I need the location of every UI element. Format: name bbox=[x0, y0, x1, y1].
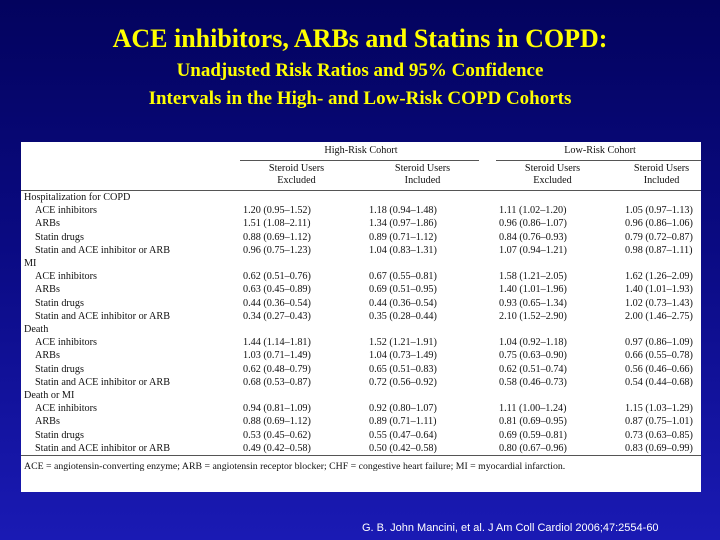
table-cell: 1.11 (1.02–1.20) bbox=[499, 205, 567, 217]
table-cell: 0.69 (0.59–0.81) bbox=[499, 429, 567, 441]
table-footnote: ACE = angiotensin-converting enzyme; ARB = angiotensin receptor blocker; CHF = congestive heart failure; MI = myocardial infarction. bbox=[21, 456, 701, 474]
table-cell: 2.00 (1.46–2.75) bbox=[625, 310, 693, 322]
table-cell: 0.44 (0.36–0.54) bbox=[369, 297, 437, 309]
table-cell: 1.34 (0.97–1.86) bbox=[369, 218, 437, 230]
table-row bbox=[21, 310, 701, 323]
table-row bbox=[21, 442, 701, 456]
table-cell: 1.04 (0.73–1.49) bbox=[369, 350, 437, 362]
row-label: Statin and ACE inhibitor or ARB bbox=[35, 310, 170, 322]
table-row bbox=[21, 376, 701, 389]
table-cell: 0.88 (0.69–1.12) bbox=[243, 231, 311, 243]
table-cell: 0.62 (0.51–0.76) bbox=[243, 271, 311, 283]
group-row bbox=[21, 323, 701, 336]
table-row bbox=[21, 283, 701, 296]
cohort-header-row bbox=[21, 142, 701, 161]
table-cell: 0.55 (0.47–0.64) bbox=[369, 429, 437, 441]
table-cell: 1.40 (1.01–1.93) bbox=[625, 284, 693, 296]
row-label: ACE inhibitors bbox=[35, 337, 97, 349]
table-row bbox=[21, 204, 701, 217]
table-cell: 1.58 (1.21–2.05) bbox=[499, 271, 567, 283]
table-cell: 0.63 (0.45–0.89) bbox=[243, 284, 311, 296]
table-cell: 0.84 (0.76–0.93) bbox=[499, 231, 567, 243]
footnote-row bbox=[21, 456, 701, 474]
group-label: Death bbox=[24, 324, 49, 336]
table-cell: 0.79 (0.72–0.87) bbox=[625, 231, 693, 243]
table-cell: 1.04 (0.92–1.18) bbox=[499, 337, 567, 349]
table-cell: 0.96 (0.86–1.06) bbox=[625, 218, 693, 230]
table-cell: 1.02 (0.73–1.43) bbox=[625, 297, 693, 309]
table-cell: 0.96 (0.86–1.07) bbox=[499, 218, 567, 230]
table-row bbox=[21, 217, 701, 230]
slide-subtitle-line-1: Unadjusted Risk Ratios and 95% Confidence bbox=[176, 60, 544, 81]
table-cell: 0.73 (0.63–0.85) bbox=[625, 429, 693, 441]
table-cell: 0.62 (0.51–0.74) bbox=[499, 363, 567, 375]
table-cell: 0.75 (0.63–0.90) bbox=[499, 350, 567, 362]
subheader-row bbox=[21, 161, 701, 191]
table-cell: 1.07 (0.94–1.21) bbox=[499, 244, 567, 256]
table-row bbox=[21, 244, 701, 257]
table-row bbox=[21, 297, 701, 310]
citation: G. B. John Mancini, et al. J Am Coll Cardiol 2006;47:2554-60 bbox=[362, 522, 659, 534]
table-cell: 0.97 (0.86–1.09) bbox=[625, 337, 693, 349]
table-row bbox=[21, 415, 701, 428]
table-row bbox=[21, 336, 701, 349]
table-row bbox=[21, 429, 701, 442]
table-cell: 0.53 (0.45–0.62) bbox=[243, 429, 311, 441]
table-cell: 0.56 (0.46–0.66) bbox=[625, 363, 693, 375]
row-label: Statin and ACE inhibitor or ARB bbox=[35, 244, 170, 256]
table-cell: 0.66 (0.55–0.78) bbox=[625, 350, 693, 362]
table-cell: 1.52 (1.21–1.91) bbox=[369, 337, 437, 349]
row-label: Statin drugs bbox=[35, 363, 84, 375]
subheader-low-excluded: Steroid Users Excluded bbox=[496, 161, 609, 191]
table-cell: 1.40 (1.01–1.96) bbox=[499, 284, 567, 296]
table-cell: 0.54 (0.44–0.68) bbox=[625, 376, 693, 388]
table-cell: 0.98 (0.87–1.11) bbox=[625, 244, 693, 256]
table-cell: 0.81 (0.69–0.95) bbox=[499, 416, 567, 428]
risk-ratio-table bbox=[21, 142, 701, 473]
subheader-high-excluded: Steroid Users Excluded bbox=[240, 161, 353, 191]
table-cell: 1.11 (1.00–1.24) bbox=[499, 403, 567, 415]
cohort-header-high-risk: High-Risk Cohort bbox=[240, 142, 479, 161]
group-row bbox=[21, 257, 701, 270]
table-cell: 0.34 (0.27–0.43) bbox=[243, 310, 311, 322]
group-label: Hospitalization for COPD bbox=[24, 192, 131, 203]
table-cell: 0.72 (0.56–0.92) bbox=[369, 376, 437, 388]
row-label: ARBs bbox=[35, 218, 60, 230]
group-row bbox=[21, 389, 701, 402]
row-label: ARBs bbox=[35, 350, 60, 362]
risk-ratio-table-panel bbox=[21, 142, 701, 492]
table-cell: 1.15 (1.03–1.29) bbox=[625, 403, 693, 415]
table-cell: 0.44 (0.36–0.54) bbox=[243, 297, 311, 309]
group-row bbox=[21, 191, 701, 205]
table-cell: 0.87 (0.75–1.01) bbox=[625, 416, 693, 428]
table-cell: 0.68 (0.53–0.87) bbox=[243, 376, 311, 388]
table-cell: 0.89 (0.71–1.11) bbox=[369, 416, 437, 428]
table-cell: 1.51 (1.08–2.11) bbox=[243, 218, 311, 230]
table-cell: 0.50 (0.42–0.58) bbox=[369, 442, 437, 454]
subheader-low-included: Steroid Users Included bbox=[622, 161, 701, 191]
row-label: ACE inhibitors bbox=[35, 271, 97, 283]
row-label: Statin drugs bbox=[35, 231, 84, 243]
table-cell: 0.83 (0.69–0.99) bbox=[625, 442, 693, 454]
table-cell: 0.93 (0.65–1.34) bbox=[499, 297, 567, 309]
slide-subtitle-line-2: Intervals in the High- and Low-Risk COPD Cohorts bbox=[148, 88, 572, 109]
table-row bbox=[21, 270, 701, 283]
table-cell: 1.03 (0.71–1.49) bbox=[243, 350, 311, 362]
table-row bbox=[21, 349, 701, 362]
row-label: Statin and ACE inhibitor or ARB bbox=[35, 442, 170, 454]
table-cell: 0.49 (0.42–0.58) bbox=[243, 442, 311, 454]
table-cell: 0.94 (0.81–1.09) bbox=[243, 403, 311, 415]
row-label: Statin and ACE inhibitor or ARB bbox=[35, 376, 170, 388]
table-cell: 0.35 (0.28–0.44) bbox=[369, 310, 437, 322]
subheader-high-included: Steroid Users Included bbox=[366, 161, 479, 191]
table-row bbox=[21, 363, 701, 376]
table-cell: 0.67 (0.55–0.81) bbox=[369, 271, 437, 283]
table-cell: 2.10 (1.52–2.90) bbox=[499, 310, 567, 322]
table-cell: 0.58 (0.46–0.73) bbox=[499, 376, 567, 388]
group-label: MI bbox=[24, 258, 37, 270]
table-cell: 0.89 (0.71–1.12) bbox=[369, 231, 437, 243]
table-cell: 1.20 (0.95–1.52) bbox=[243, 205, 311, 217]
slide-title: ACE inhibitors, ARBs and Statins in COPD: bbox=[112, 24, 608, 53]
cohort-header-low-risk: Low-Risk Cohort bbox=[496, 142, 701, 161]
table-cell: 1.05 (0.97–1.13) bbox=[625, 205, 693, 217]
table-cell: 0.92 (0.80–1.07) bbox=[369, 403, 437, 415]
row-label: Statin drugs bbox=[35, 429, 84, 441]
table-cell: 0.80 (0.67–0.96) bbox=[499, 442, 567, 454]
table-cell: 0.62 (0.48–0.79) bbox=[243, 363, 311, 375]
row-label: ACE inhibitors bbox=[35, 205, 97, 217]
group-label: Death or MI bbox=[24, 390, 75, 402]
row-label: ACE inhibitors bbox=[35, 403, 97, 415]
table-cell: 1.04 (0.83–1.31) bbox=[369, 244, 437, 256]
row-label: ARBs bbox=[35, 416, 60, 428]
row-label: Statin drugs bbox=[35, 297, 84, 309]
table-row bbox=[21, 402, 701, 415]
table-cell: 1.44 (1.14–1.81) bbox=[243, 337, 311, 349]
table-cell: 0.69 (0.51–0.95) bbox=[369, 284, 437, 296]
table-cell: 0.88 (0.69–1.12) bbox=[243, 416, 311, 428]
table-cell: 0.65 (0.51–0.83) bbox=[369, 363, 437, 375]
table-cell: 1.62 (1.26–2.09) bbox=[625, 271, 693, 283]
table-cell: 1.18 (0.94–1.48) bbox=[369, 205, 437, 217]
table-body bbox=[21, 142, 701, 473]
table-row bbox=[21, 231, 701, 244]
table-cell: 0.96 (0.75–1.23) bbox=[243, 244, 311, 256]
row-label: ARBs bbox=[35, 284, 60, 296]
